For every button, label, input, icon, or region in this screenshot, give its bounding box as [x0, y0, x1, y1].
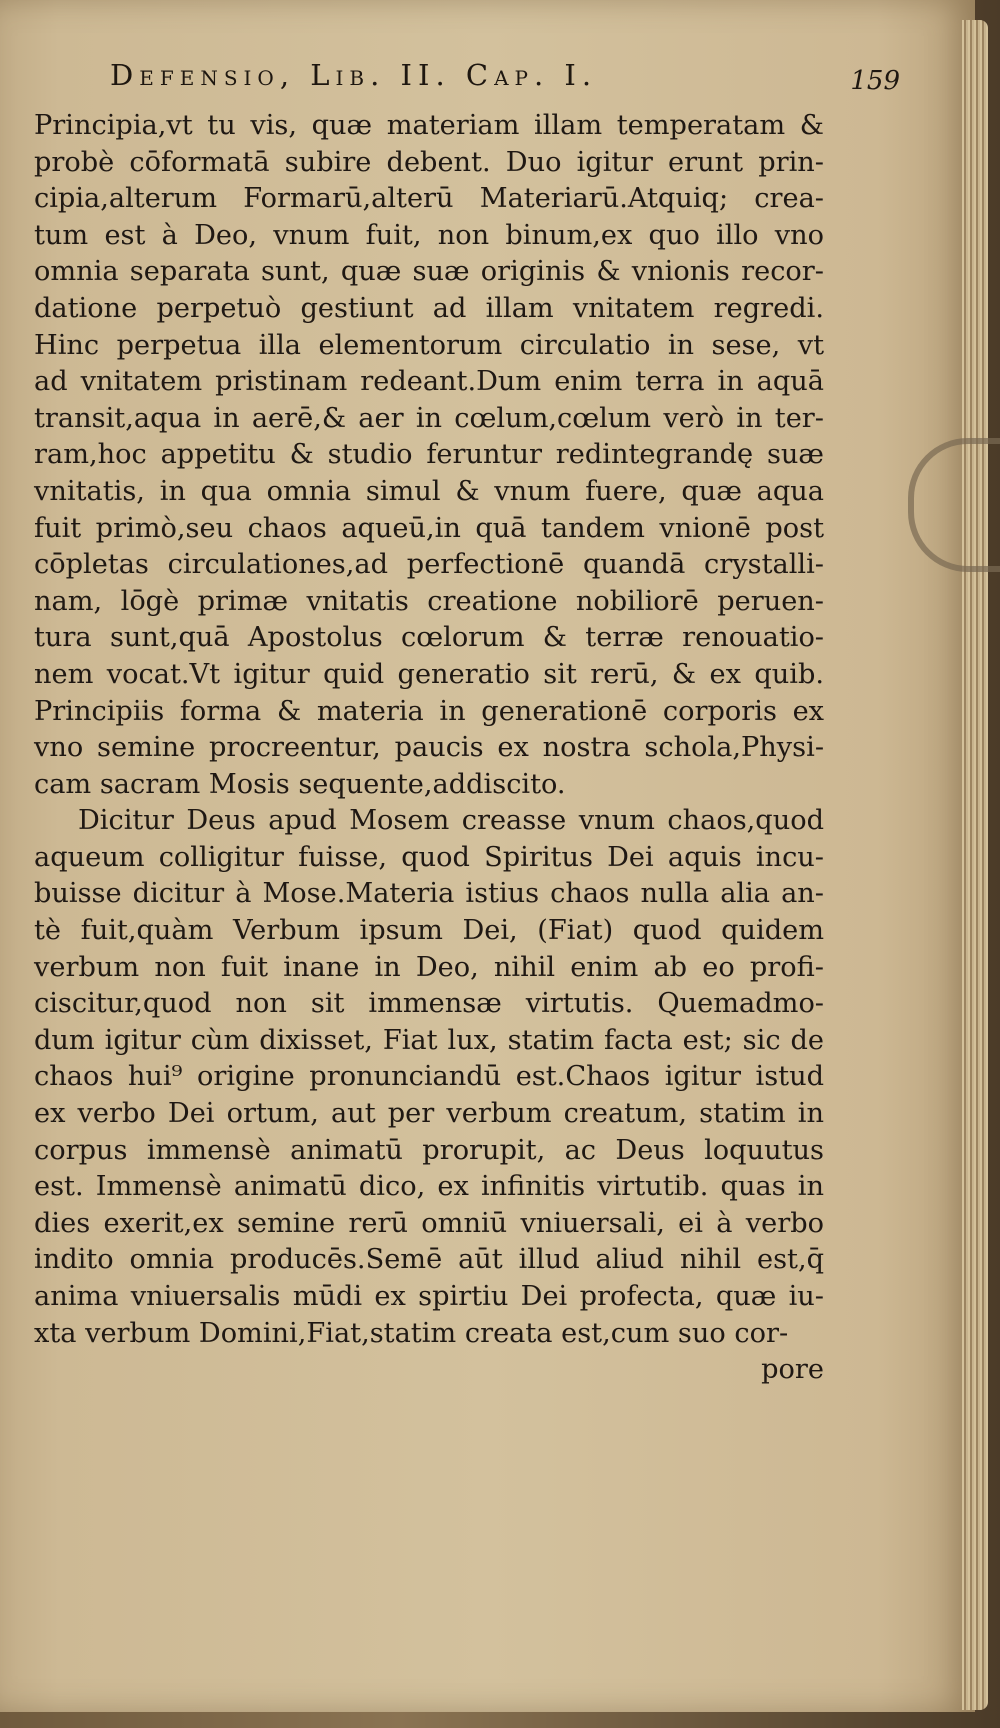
text-line: nem vocat.Vt igitur quid generatio sit rerū, & ex quib. — [34, 658, 824, 690]
text-line: ad vnitatem pristinam redeant.Dum enim terra in aquā — [34, 366, 824, 398]
text-line: datione perpetuò gestiunt ad illam vnitatem regredi. — [34, 292, 824, 324]
text-line: ciscitur,quod non sit immensæ virtutis. Quemadmo- — [34, 988, 824, 1020]
text-line: ex verbo Dei ortum, aut per verbum creatum, statim in — [34, 1098, 824, 1130]
text-line: indito omnia producēs.Semē aūt illud aliud nihil est,q̄ — [34, 1244, 824, 1276]
text-line: tum est à Deo, vnum fuit, non binum,ex quo illo vno — [34, 219, 824, 251]
text-line: chaos hui⁹ origine pronunciandū est.Chaos igitur istud — [34, 1061, 824, 1093]
text-block — [34, 108, 824, 1389]
text-line: fuit primò,seu chaos aqueū,in quā tandem vnionē post — [34, 512, 824, 544]
paragraph-1 — [34, 108, 824, 803]
text-line: nam, lōgè primæ vnitatis creatione nobiliorē peruen- — [34, 585, 824, 617]
page-number: 159 — [850, 66, 900, 96]
paragraph-2 — [34, 803, 824, 1352]
text-line: aqueum colligitur fuisse, quod Spiritus Dei aquis incu- — [34, 841, 824, 873]
text-line: anima vniuersalis mūdi ex spirtiu Dei profecta, quæ iu- — [34, 1281, 824, 1312]
page-header — [110, 52, 900, 100]
text-line: est. Immensè animatū dico, ex infinitis virtutib. quas in — [34, 1171, 824, 1203]
text-line: vnitatis, in qua omnia simul & vnum fuere, quæ aqua — [34, 475, 824, 507]
text-line: Principia,vt tu vis, quæ materiam illam temperatam & — [34, 110, 824, 141]
text-line: tura sunt,quā Apostolus cœlorum & terræ renouatio- — [34, 622, 824, 654]
text-line: cam sacram Mosis sequente,addiscito. — [34, 768, 566, 800]
catchword: pore — [761, 1354, 824, 1386]
text-line: buisse dicitur à Mose.Materia istius chaos nulla alia an- — [34, 878, 824, 910]
text-line: Hinc perpetua illa elementorum circulatio in sese, vt — [34, 329, 824, 361]
running-title: Defensio, Lib. II. Cap. I. — [110, 58, 598, 92]
text-line: probè cōformatā subire debent. Duo igitur erunt prin- — [34, 146, 824, 178]
text-line: transit,aqua in aerē,& aer in cœlum,cœlum verò in ter- — [34, 402, 824, 434]
text-line: tè fuit,quàm Verbum ipsum Dei, (Fiat) quod quidem — [34, 915, 824, 947]
text-line: verbum non fuit inane in Deo, nihil enim ab eo profi- — [34, 951, 824, 983]
text-line: corpus immensè animatū prorupit, ac Deus loquutus — [34, 1134, 824, 1166]
text-line: dies exerit,ex semine rerū omniū vniuersali, ei à verbo — [34, 1207, 824, 1239]
text-line: cipia,alterum Formarū,alterū Materiarū.Atquiq; crea- — [34, 183, 824, 215]
page-edges — [962, 20, 988, 1710]
text-line: omnia separata sunt, quæ suæ originis & vnionis recor- — [34, 256, 824, 288]
text-line: Dicitur Deus apud Mosem creasse vnum chaos,quod — [78, 805, 824, 837]
text-line: ram,hoc appetitu & studio feruntur redintegrandę suæ — [34, 439, 824, 471]
text-line: xta verbum Domini,Fiat,statim creata est,cum suo cor- — [34, 1317, 789, 1349]
text-line: cōpletas circulationes,ad perfectionē quandā crystalli- — [34, 549, 824, 581]
text-line: Principiis forma & materia in generationē corporis ex — [34, 695, 824, 727]
text-line: vno semine procreentur, paucis ex nostra schola,Physi- — [34, 732, 824, 764]
text-line: dum igitur cùm dixisset, Fiat lux, statim facta est; sic de — [34, 1024, 824, 1056]
